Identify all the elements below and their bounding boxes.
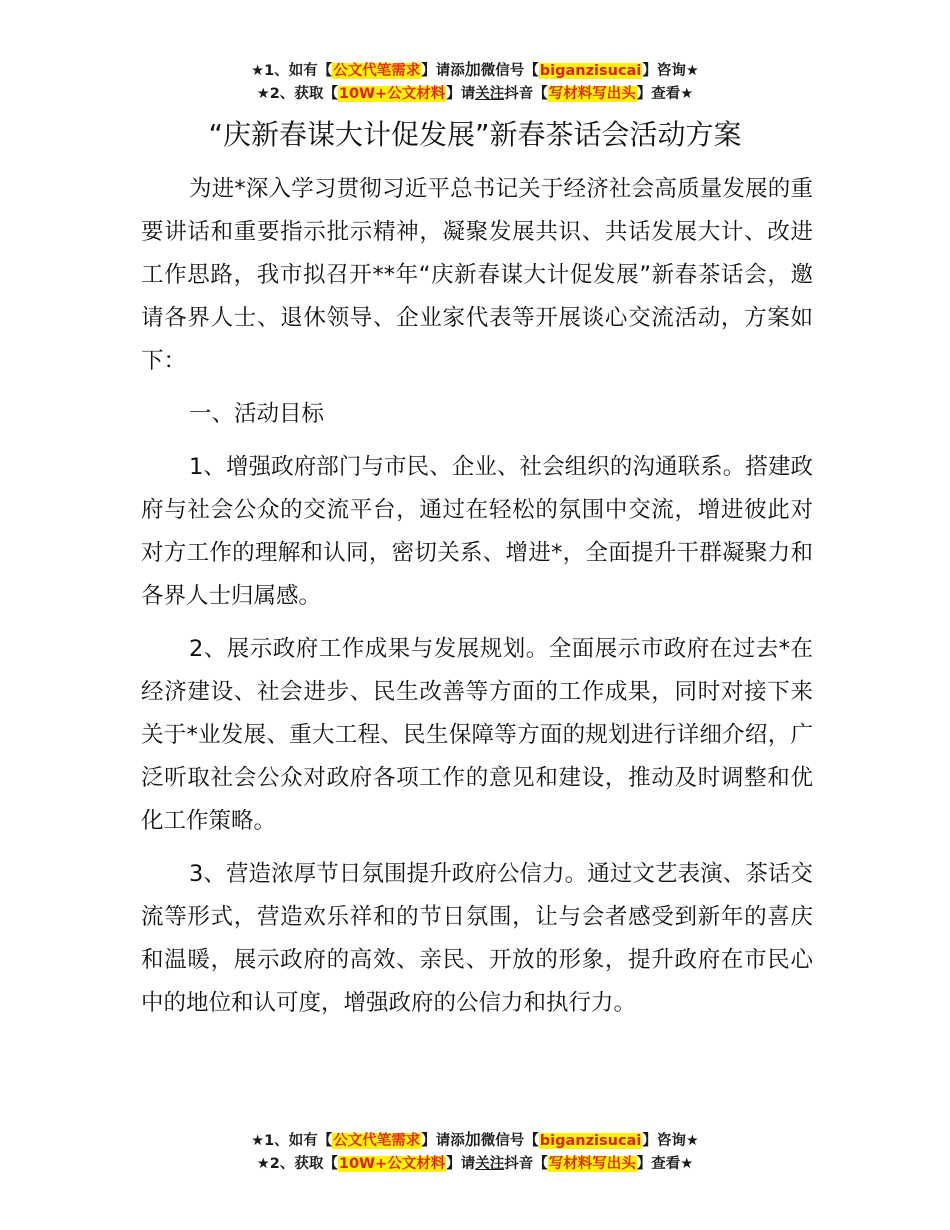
bracket: 【 [533, 1156, 548, 1172]
section-heading: 一、活动目标 [189, 401, 325, 427]
banner-text: ★1、如有 [251, 63, 318, 79]
banner-line-2 [0, 1153, 950, 1176]
bracket: 】 [636, 86, 652, 102]
bracket: 】 [446, 1156, 461, 1172]
bracket: 【 [524, 1133, 539, 1149]
bracket: 【 [323, 86, 338, 102]
bracket: 】 [446, 86, 461, 102]
bracket: 】 [642, 1133, 657, 1149]
bracket: 】 [421, 63, 436, 79]
banner-text: ★2、获取 [256, 1156, 324, 1172]
highlight-douyin-account: 写材料写出头 [548, 86, 636, 102]
bracket: 【 [317, 63, 333, 79]
goal-paragraph-3: 3、营造浓厚节日氛围提升政府公信力。通过文艺表演、茶话交流等形式，营造欢乐祥和的节日氛围，让与会者感受到新年的喜庆和温暖，展示政府的高效、亲民、开放的形象，提升政府在市民心中的地位和认可度，增强政府的公信力和执行力。 [141, 861, 813, 1016]
banner-text: ★2、获取 [256, 86, 324, 102]
banner-text: 咨询★ [656, 63, 699, 79]
highlight-wechat-id: biganzisucai [539, 63, 642, 79]
banner-text: 抖音 [504, 86, 534, 102]
banner-text: 查看★ [651, 1156, 694, 1172]
banner-text: 微信号 [480, 1133, 525, 1149]
banner-text: 微信号 [480, 63, 525, 79]
banner-text-underlined: 关注 [475, 1156, 505, 1172]
highlight-materials: 10W+公文材料 [338, 1156, 446, 1172]
banner-text-emphasis: 加 [464, 60, 481, 79]
top-banner [0, 58, 950, 106]
banner-text: 请 [460, 1156, 476, 1172]
document-title: “庆新春谋大计促发展”新春茶话会活动方案 [208, 118, 742, 151]
bottom-banner [0, 1128, 950, 1176]
highlight-ghostwriting: 公文代笔需求 [333, 63, 421, 79]
banner-text-emphasis: 加 [464, 1130, 481, 1149]
banner-text: 请 [460, 86, 476, 102]
banner-text-underlined: 关注 [475, 86, 505, 102]
intro-paragraph: 为进*深入学习贯彻习近平总书记关于经济社会高质量发展的重要讲话和重要指示批示精神，凝聚发展共识、共话发展大计、改进工作思路，我市拟召开**年“庆新春谋大计促发展”新春茶话会，邀请各界人士、退休领导、企业家代表等开展谈心交流活动，方案如下： [141, 176, 813, 374]
document-body [141, 168, 813, 1035]
bracket: 】 [421, 1133, 436, 1149]
highlight-wechat-id: biganzisucai [539, 1133, 642, 1149]
banner-text: 查看★ [651, 86, 694, 102]
bracket: 】 [642, 63, 657, 79]
banner-line-1 [0, 1128, 950, 1153]
bracket: 【 [323, 1156, 338, 1172]
goal-paragraph-1: 1、增强政府部门与市民、企业、社会组织的沟通联系。搭建政府与社会公众的交流平台，通过在轻松的氛围中交流，增进彼此对对方工作的理解和认同，密切关系、增进*，全面提升干群凝聚力和各界人士归属感。 [141, 454, 813, 609]
banner-line-2 [0, 83, 950, 106]
bracket: 【 [317, 1133, 333, 1149]
banner-text: ★1、如有 [251, 1133, 318, 1149]
banner-text: 请添 [435, 1133, 465, 1149]
goal-paragraph-2: 2、展示政府工作成果与发展规划。全面展示市政府在过去*在经济建设、社会进步、民生改善等方面的工作成果，同时对接下来关于*业发展、重大工程、民生保障等方面的规划进行详细介绍，广泛听取社会公众对政府各项工作的意见和建设，推动及时调整和优化工作策略。 [141, 636, 813, 834]
highlight-materials: 10W+公文材料 [338, 86, 446, 102]
banner-line-1 [0, 58, 950, 83]
highlight-douyin-account: 写材料写出头 [548, 1156, 636, 1172]
bracket: 【 [533, 86, 548, 102]
bracket: 【 [524, 63, 539, 79]
banner-text: 抖音 [504, 1156, 534, 1172]
bracket: 】 [636, 1156, 652, 1172]
banner-text: 请添 [435, 63, 465, 79]
highlight-ghostwriting: 公文代笔需求 [333, 1133, 421, 1149]
banner-text: 咨询★ [656, 1133, 699, 1149]
